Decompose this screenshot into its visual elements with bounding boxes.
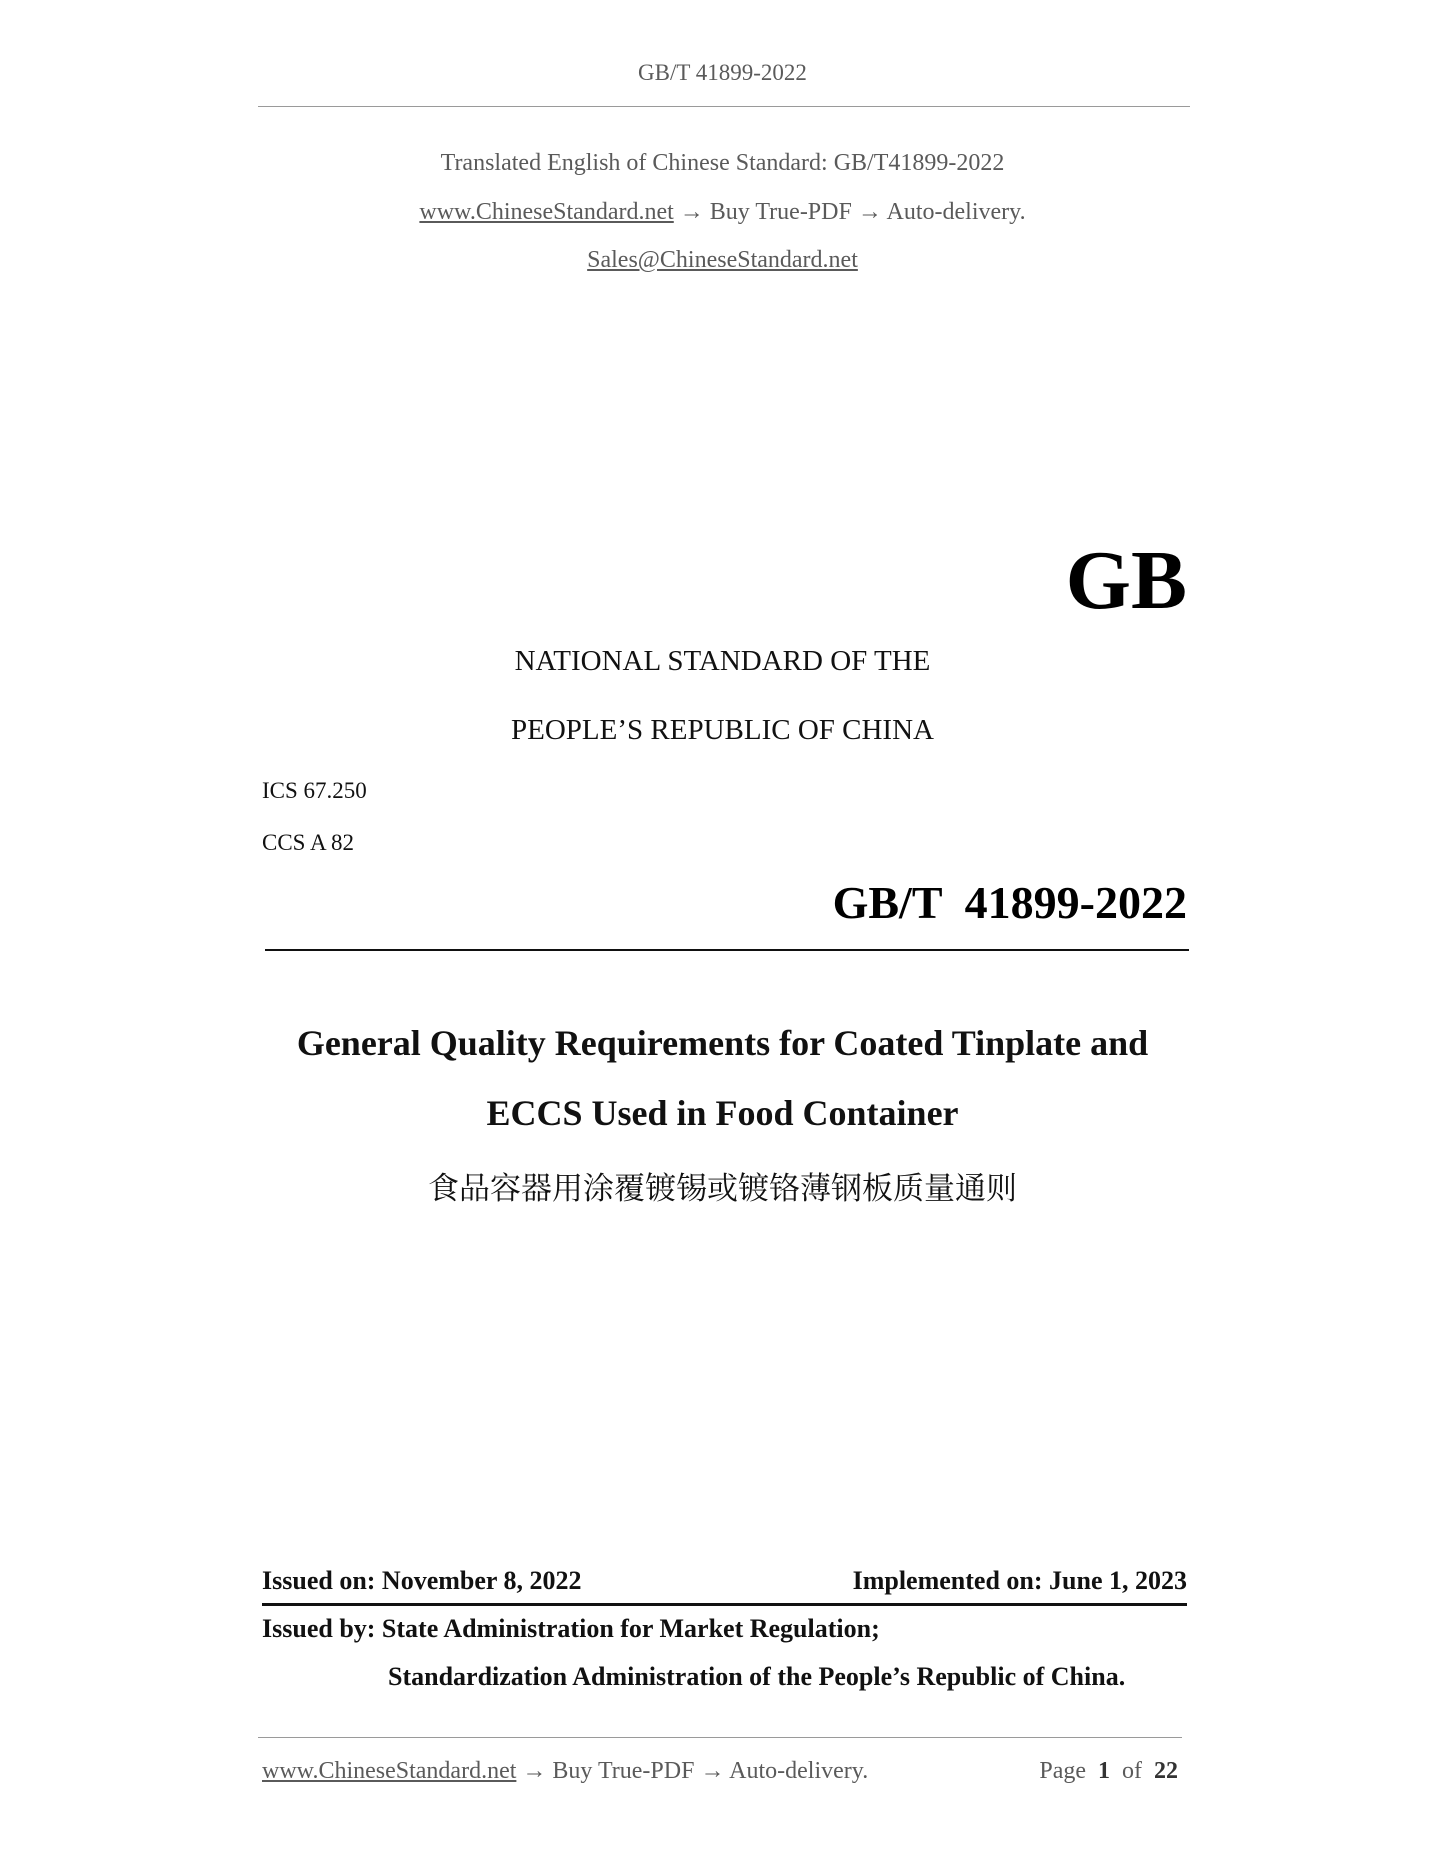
footer-delivery-text: Auto-delivery. [729, 1758, 869, 1784]
sales-email-link[interactable]: Sales@ChineseStandard.net [587, 247, 858, 273]
translated-line: Translated English of Chinese Standard: GB/T41899-2022 [440, 150, 1005, 176]
ics-code: ICS 67.250 [262, 778, 367, 803]
arrow-right-icon: → [857, 199, 882, 225]
republic-line: PEOPLE’S REPUBLIC OF CHINA [511, 714, 934, 746]
promo-links-line [0, 199, 1445, 226]
buy-true-pdf-text: Buy True-PDF [709, 199, 852, 225]
implemented-on-date: Implemented on: June 1, 2023 [852, 1566, 1187, 1595]
issued-by-line-1: Issued by: State Administration for Market Regulation; [262, 1614, 880, 1643]
gb-mark: GB [1065, 534, 1187, 627]
issued-on-date: Issued on: November 8, 2022 [262, 1566, 582, 1595]
site-link[interactable]: www.ChineseStandard.net [419, 199, 674, 225]
national-standard-line: NATIONAL STANDARD OF THE [514, 645, 931, 677]
footer-site-link[interactable]: www.ChineseStandard.net [262, 1758, 517, 1784]
page-indicator [1039, 1758, 1178, 1785]
standard-number: GB/T 41899-2022 [832, 877, 1187, 928]
arrow-right-icon: → [679, 199, 704, 225]
page-total: 22 [1154, 1758, 1178, 1784]
running-header: GB/T 41899-2022 [638, 60, 807, 85]
of-label: of [1122, 1758, 1142, 1784]
title-english-line-2: ECCS Used in Food Container [486, 1093, 959, 1133]
sales-line [0, 247, 1445, 274]
page-label: Page [1039, 1758, 1086, 1784]
dates-rule [262, 1603, 1187, 1606]
issued-by-line-2: Standardization Administration of the People’s Republic of China. [388, 1662, 1126, 1691]
title-english-line-1: General Quality Requirements for Coated Tinplate and [296, 1023, 1149, 1063]
arrow-right-icon: → [700, 1758, 725, 1784]
ccs-code: CCS A 82 [262, 830, 355, 855]
title-chinese: 食品容器用涂覆镀锡或镀铬薄钢板质量通则 [428, 1171, 1017, 1207]
footer-links [262, 1758, 868, 1785]
arrow-right-icon: → [522, 1758, 547, 1784]
standard-number-rule [265, 949, 1189, 951]
footer-rule [258, 1737, 1182, 1738]
page-current: 1 [1098, 1758, 1110, 1784]
header-rule [258, 106, 1190, 107]
auto-delivery-text: Auto-delivery. [886, 199, 1026, 225]
footer-buy-text: Buy True-PDF [552, 1758, 695, 1784]
